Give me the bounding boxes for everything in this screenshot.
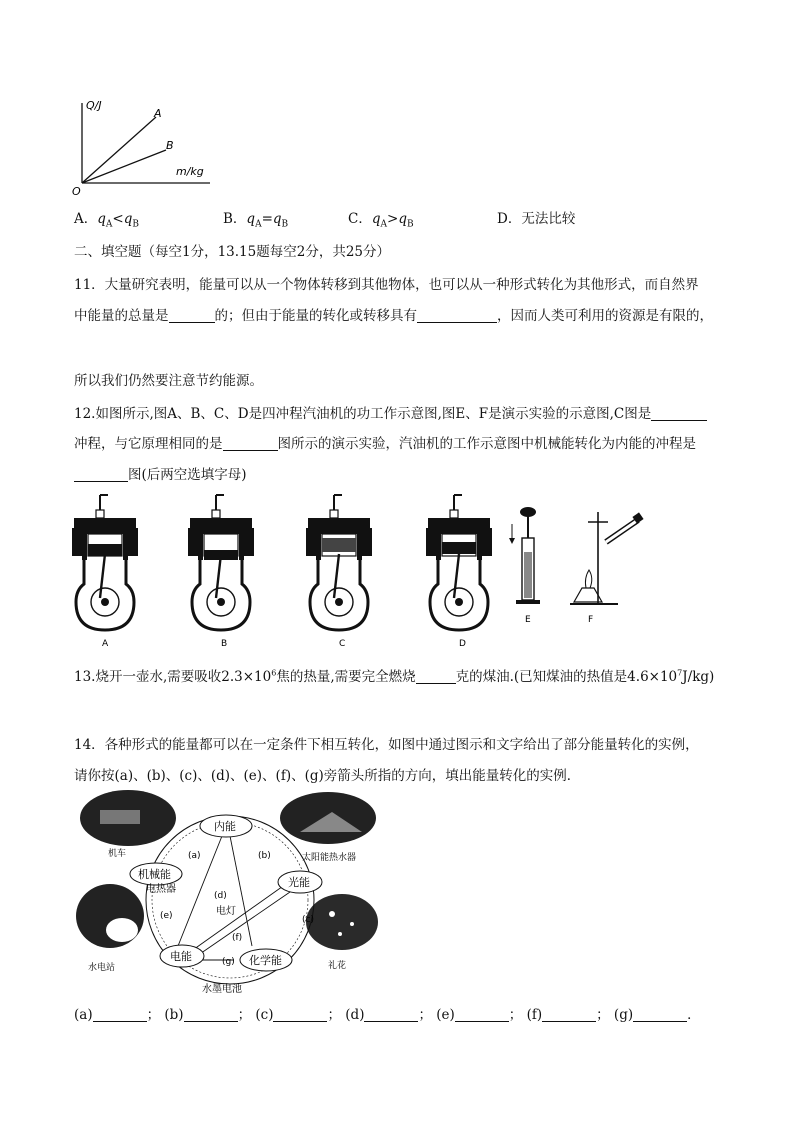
q-m-graph xyxy=(70,95,220,200)
answer-blank-d[interactable] xyxy=(364,1007,418,1022)
arrow-label-b: (b) xyxy=(258,851,271,861)
answer-blank-b[interactable] xyxy=(184,1007,238,1022)
answer-blank-f[interactable] xyxy=(542,1007,596,1022)
answer-blank-g[interactable] xyxy=(633,1007,687,1022)
q12-blank-1[interactable] xyxy=(651,406,707,421)
arrow-label-e: (e) xyxy=(160,911,173,921)
graph-y-label: Q/J xyxy=(86,99,102,112)
lamp-label: 电灯 xyxy=(216,906,236,917)
engine-label-d: D xyxy=(459,639,466,649)
q11-blank-1[interactable] xyxy=(169,308,215,323)
q11-line-1: 11．大量研究表明，能量可以从一个物体转移到其他物体，也可以从一种形式转化为其他形式，而自然界 xyxy=(74,277,699,293)
solar-label: 太阳能热水器 xyxy=(302,853,357,863)
answer-blank-c[interactable] xyxy=(273,1007,327,1022)
fireworks-label: 礼花 xyxy=(328,961,347,971)
q11-line-3: 所以我们仍然要注意节约能源。 xyxy=(74,373,263,389)
engine-label-b: B xyxy=(221,639,228,649)
svg-text:光能: 光能 xyxy=(288,876,310,889)
engine-label-a: A xyxy=(102,639,109,649)
arrow-label-g: (g) xyxy=(222,957,235,967)
q12-blank-3[interactable] xyxy=(74,467,128,482)
graph-x-label: m/kg xyxy=(176,165,204,178)
engine-diagram xyxy=(70,492,670,652)
graph-origin: O xyxy=(72,185,81,198)
arrow-label-f: (f) xyxy=(232,933,243,943)
hydro-picture xyxy=(76,884,144,948)
line-b-label: B xyxy=(166,139,174,152)
svg-text:化学能: 化学能 xyxy=(249,954,282,967)
hydro-label: 水电站 xyxy=(88,963,116,973)
q11-line-2: 中能量的总量是 的；但由于能量的转化或转移具有 ，因而人类可利用的资源是有限的， xyxy=(74,308,713,324)
section-heading: 二、填空题（每空1分，13.15题每空2分，共25分） xyxy=(74,244,391,260)
line-a-label: A xyxy=(154,107,162,120)
battery-label: 水墨电池 xyxy=(202,984,242,995)
q12-line-3: 图(后两空选填字母) xyxy=(74,463,247,483)
svg-text:内能: 内能 xyxy=(214,820,236,833)
arrow-label-d: (d) xyxy=(214,891,227,901)
energy-diagram xyxy=(70,788,390,1000)
q14-line-1: 14．各种形式的能量都可以在一定条件下相互转化，如图中通过图示和文字给出了部分能量转化的实例， xyxy=(74,737,699,753)
q12-line-1: 12.如图所示,图A、B、C、D是四冲程汽油机的功工作示意图,图E、F是演示实验的示意图,C图是 xyxy=(74,402,707,422)
locomotive-label: 机车 xyxy=(108,849,127,859)
engine-label-e: E xyxy=(525,615,531,625)
engine-label-c: C xyxy=(339,639,346,649)
q13-blank[interactable] xyxy=(416,669,456,684)
option-b[interactable]: B．$q_A=q_B$ xyxy=(223,211,289,230)
q12-blank-2[interactable] xyxy=(223,436,278,451)
q13-line: 13.烧开一壶水,需要吸收$2.3\times 10^6$焦的热量,需要完全燃烧 克的煤油.(已知煤油的热值是$4.6\times 10^7J/kg$) xyxy=(74,668,715,685)
answer-blank-e[interactable] xyxy=(455,1007,509,1022)
q11-blank-2[interactable] xyxy=(417,308,497,323)
heater-label: 电热器 xyxy=(146,884,176,895)
arrow-label-c: (c) xyxy=(302,915,314,925)
q12-line-2: 冲程，与它原理相同的是 图所示的演示实验，汽油机的工作示意图中机械能转化为内能的冲程是 xyxy=(74,436,696,452)
svg-text:机械能: 机械能 xyxy=(138,868,171,881)
arrow-label-a: (a) xyxy=(188,851,201,861)
answer-row: (a) ； (b) ； (c) ； (d) ； (e) ； (f) ； (g) ． xyxy=(74,1007,701,1023)
engine-label-f: F xyxy=(588,615,594,625)
option-c[interactable]: C．$q_A>q_B$ xyxy=(348,211,414,230)
svg-text:电能: 电能 xyxy=(170,950,192,963)
answer-blank-a[interactable] xyxy=(93,1007,147,1022)
fireworks-picture xyxy=(306,894,378,950)
option-d[interactable]: D．无法比较 xyxy=(497,211,576,227)
option-a[interactable]: A．$q_A<q_B$ xyxy=(74,211,139,230)
q14-line-2: 请你按(a)、(b)、(c)、(d)、(e)、(f)、(g)旁箭头所指的方向，填出能量转化的实例． xyxy=(74,768,581,784)
